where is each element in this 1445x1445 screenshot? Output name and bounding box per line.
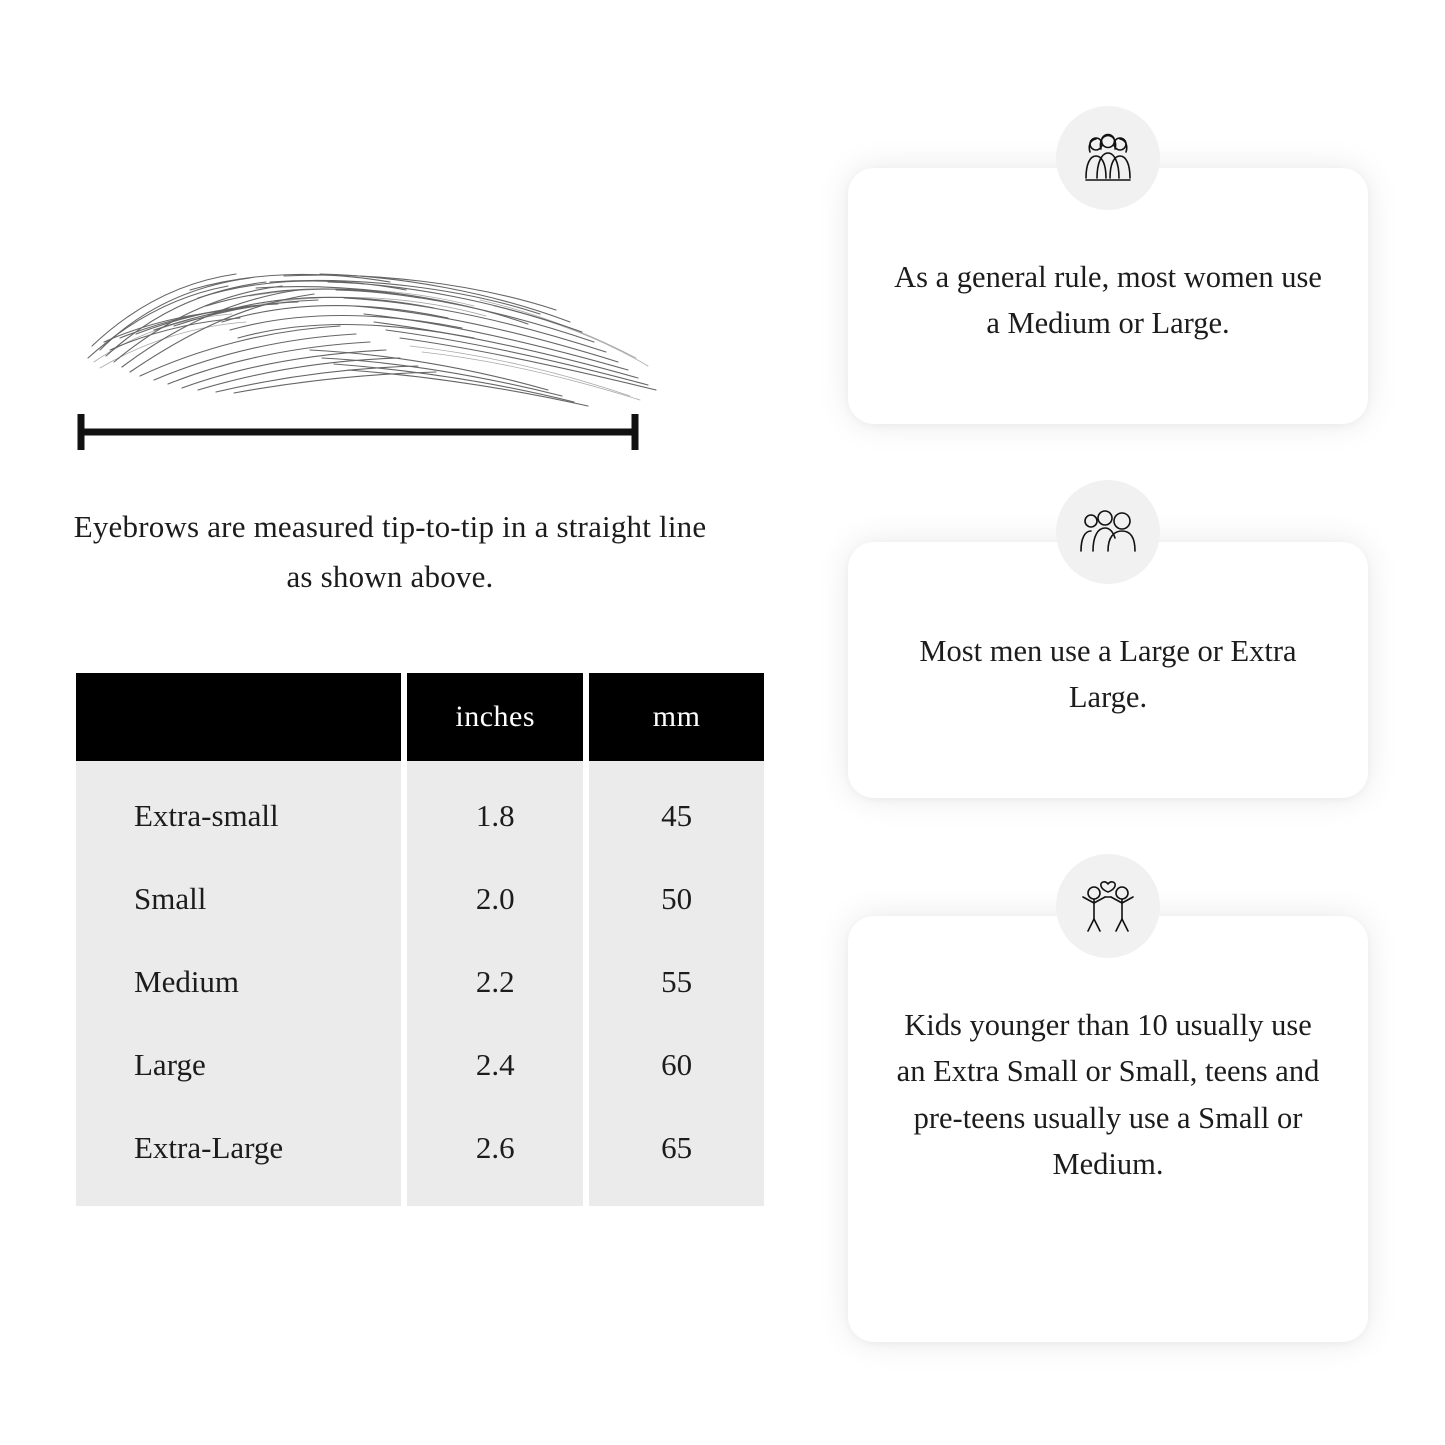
measurement-bar-icon <box>70 400 690 460</box>
info-card-women <box>848 168 1368 424</box>
row-size-label: Small <box>76 857 401 940</box>
size-table <box>70 673 770 1206</box>
row-inches-value: 2.6 <box>407 1106 583 1206</box>
figure-caption: Eyebrows are measured tip-to-tip in a straight line as shown above. <box>73 509 707 594</box>
left-column <box>70 150 770 1206</box>
row-mm-value: 60 <box>589 1023 764 1106</box>
table-row <box>76 1023 764 1106</box>
row-size-label: Extra-small <box>76 761 401 857</box>
women-group-icon <box>1056 106 1160 210</box>
table-header-row <box>76 673 764 761</box>
row-inches-value: 2.4 <box>407 1023 583 1106</box>
table-row <box>76 1106 764 1206</box>
info-card-men <box>848 542 1368 798</box>
table-row <box>76 761 764 857</box>
row-mm-value: 65 <box>589 1106 764 1206</box>
row-size-label: Extra-Large <box>76 1106 401 1206</box>
table-header-mm: mm <box>589 673 764 761</box>
kids-group-icon <box>1056 854 1160 958</box>
row-size-label: Medium <box>76 940 401 1023</box>
eyebrow-illustration-icon <box>70 230 690 410</box>
table-row <box>76 940 764 1023</box>
row-mm-value: 50 <box>589 857 764 940</box>
row-mm-value: 55 <box>589 940 764 1023</box>
eyebrow-figure <box>70 150 770 480</box>
table-header-inches: inches <box>407 673 583 761</box>
row-mm-value: 45 <box>589 761 764 857</box>
men-group-icon <box>1056 480 1160 584</box>
right-column <box>848 168 1368 1342</box>
card-text: Most men use a Large or Extra Large. <box>919 634 1297 715</box>
row-inches-value: 2.2 <box>407 940 583 1023</box>
info-card-kids <box>848 916 1368 1342</box>
row-inches-value: 2.0 <box>407 857 583 940</box>
row-size-label: Large <box>76 1023 401 1106</box>
table-row <box>76 857 764 940</box>
card-text: Kids younger than 10 usually use an Extra Small or Small, teens and pre-teens usually use a Small or Medium. <box>896 1008 1320 1182</box>
table-header-size <box>76 673 401 761</box>
card-text: As a general rule, most women use a Medium or Large. <box>894 260 1322 341</box>
row-inches-value: 1.8 <box>407 761 583 857</box>
